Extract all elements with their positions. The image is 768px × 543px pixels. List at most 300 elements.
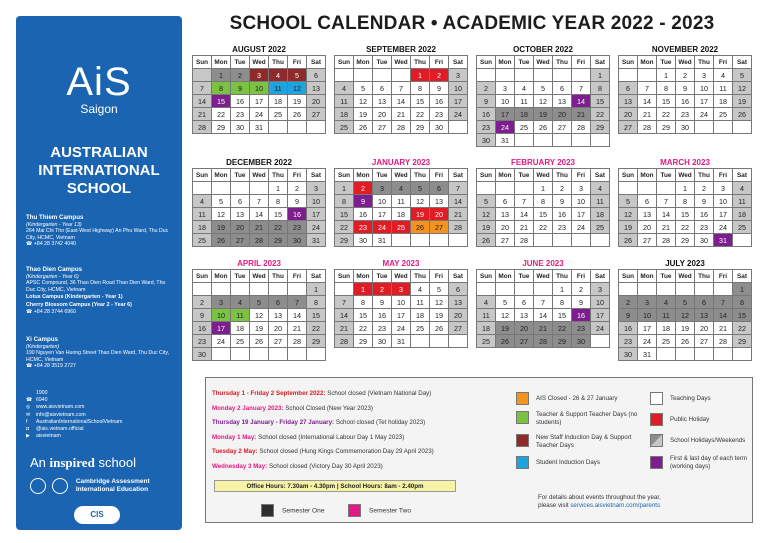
day-cell: 8: [733, 296, 752, 309]
day-cell: 24: [212, 335, 231, 348]
public-holiday-swatch: [650, 413, 663, 426]
day-cell: 9: [553, 195, 572, 208]
day-cell: 20: [430, 208, 449, 221]
contact-website[interactable]: ◎ www.aisvietnam.com: [26, 404, 85, 411]
day-cell: 13: [496, 208, 515, 221]
day-cell: 4: [269, 69, 288, 82]
day-cell: [733, 348, 752, 361]
campus-xi: Xi Campus (Kindergarten) 190 Nguyen Van Huong Street Thao Dien Ward, Thu Duc City, HCMC, Vietnam ☎ +84 28 3519 2727: [26, 336, 170, 370]
day-cell: [231, 283, 250, 296]
day-cell: [534, 283, 553, 296]
day-cell: 7: [335, 296, 354, 309]
day-cell: 19: [477, 221, 496, 234]
day-cell: 7: [534, 296, 553, 309]
day-cell: [591, 234, 610, 247]
day-cell: 27: [619, 121, 638, 134]
day-cell: 18: [733, 208, 752, 221]
day-cell: 1: [591, 69, 610, 82]
day-cell: 11: [591, 195, 610, 208]
month-name: JUNE 2023: [522, 259, 564, 268]
day-cell: 9: [619, 309, 638, 322]
office-hours: Office Hours: 7.30am - 4.30pm | School Hours: 8am - 2.40pm: [214, 480, 456, 492]
day-cell: 12: [676, 309, 695, 322]
day-cell: [714, 121, 733, 134]
day-cell: 11: [733, 195, 752, 208]
day-cell: 17: [449, 95, 468, 108]
day-header-row: [193, 56, 326, 69]
day-cell: 20: [496, 221, 515, 234]
day-cell: 4: [411, 283, 430, 296]
day-cell: 30: [676, 121, 695, 134]
day-cell: 10: [373, 195, 392, 208]
day-cell: 2: [695, 182, 714, 195]
week-row: [335, 221, 468, 234]
day-cell: 7: [288, 296, 307, 309]
event-line: [212, 463, 383, 470]
week-row: [335, 234, 468, 247]
day-header: Thu: [695, 169, 714, 182]
day-cell: 19: [250, 322, 269, 335]
day-header: Tue: [515, 56, 534, 69]
day-header: Thu: [695, 270, 714, 283]
day-header: Sat: [449, 56, 468, 69]
day-cell: 28: [250, 234, 269, 247]
day-cell: 29: [212, 121, 231, 134]
day-cell: 10: [638, 309, 657, 322]
day-cell: 2: [572, 283, 591, 296]
day-header: Wed: [534, 270, 553, 283]
day-cell: 10: [695, 82, 714, 95]
day-cell: 4: [733, 182, 752, 195]
day-header: Thu: [411, 169, 430, 182]
day-header: Thu: [553, 270, 572, 283]
day-cell: 7: [657, 195, 676, 208]
month-table: [192, 269, 326, 361]
day-cell: [250, 283, 269, 296]
day-cell: 5: [288, 69, 307, 82]
event-date: Monday 2 January 2023:: [212, 404, 284, 412]
month-july-2023: [618, 258, 752, 361]
day-header: Fri: [430, 270, 449, 283]
month-table: [334, 269, 468, 348]
day-cell: 11: [231, 309, 250, 322]
day-cell: 26: [534, 121, 553, 134]
day-cell: 19: [676, 322, 695, 335]
day-cell: 29: [733, 335, 752, 348]
week-row: [477, 234, 610, 247]
day-cell: 2: [231, 69, 250, 82]
day-cell: 27: [695, 335, 714, 348]
week-row: [477, 134, 610, 147]
day-cell: 2: [193, 296, 212, 309]
day-cell: 12: [354, 95, 373, 108]
instagram-icon: ◘: [26, 426, 30, 433]
week-row: [477, 95, 610, 108]
parents-link[interactable]: services.aisvietnam.com/parents: [570, 502, 661, 509]
student-induction-key: Student Induction Days: [536, 459, 600, 466]
day-header: Fri: [572, 169, 591, 182]
day-cell: 17: [714, 208, 733, 221]
teacher-support-swatch: [516, 411, 529, 424]
day-cell: [515, 283, 534, 296]
day-cell: [193, 283, 212, 296]
school-logo: [16, 60, 182, 122]
day-header: Mon: [496, 169, 515, 182]
week-row: [477, 121, 610, 134]
day-header: Sun: [193, 56, 212, 69]
student-induction-swatch: [516, 456, 529, 469]
day-cell: 26: [496, 335, 515, 348]
day-cell: 8: [269, 195, 288, 208]
day-cell: 25: [231, 335, 250, 348]
day-cell: 9: [430, 82, 449, 95]
day-header: Tue: [231, 169, 250, 182]
contact-youtube[interactable]: ▶ aisvietnam: [26, 433, 61, 440]
day-header: Sat: [591, 56, 610, 69]
day-cell: 3: [373, 182, 392, 195]
day-cell: 4: [193, 195, 212, 208]
day-cell: 2: [288, 182, 307, 195]
day-cell: 11: [477, 309, 496, 322]
day-cell: 24: [714, 221, 733, 234]
week-row: [193, 348, 326, 361]
week-row: [619, 221, 752, 234]
day-cell: 16: [477, 108, 496, 121]
day-cell: 6: [515, 296, 534, 309]
day-cell: 7: [392, 82, 411, 95]
event-text: School closed (Hung Kings Commemoration Day 29 April 2023): [257, 448, 434, 455]
semester-two-swatch: [348, 504, 361, 517]
day-cell: 25: [515, 121, 534, 134]
day-header: Sun: [619, 169, 638, 182]
day-cell: 13: [430, 195, 449, 208]
day-header: Wed: [250, 56, 269, 69]
contact-facebook[interactable]: f AustralianInternationalSchoolVietnam: [26, 418, 123, 425]
day-header: Fri: [714, 56, 733, 69]
week-row: [193, 69, 326, 82]
event-date: Thursday 19 January - Friday 27 January:: [212, 419, 335, 426]
day-cell: 8: [553, 296, 572, 309]
week-row: [477, 296, 610, 309]
day-cell: 19: [496, 322, 515, 335]
week-row: [193, 283, 326, 296]
shield-icon: [52, 478, 68, 494]
ais-closed-key: AIS Closed - 26 & 27 January: [536, 395, 618, 402]
facebook-icon: f: [26, 418, 28, 425]
week-row: [477, 182, 610, 195]
day-cell: [572, 234, 591, 247]
day-header: Sat: [733, 270, 752, 283]
day-cell: 10: [714, 195, 733, 208]
month-table: [476, 168, 610, 247]
crest-icon: [30, 478, 46, 494]
month-name: OCTOBER 2022: [513, 45, 573, 54]
week-row: [477, 221, 610, 234]
day-cell: 4: [714, 69, 733, 82]
day-cell: 16: [354, 208, 373, 221]
week-row: [619, 121, 752, 134]
day-cell: 26: [733, 108, 752, 121]
day-cell: 3: [392, 283, 411, 296]
day-header: Sun: [619, 270, 638, 283]
day-cell: 20: [695, 322, 714, 335]
day-cell: 15: [591, 95, 610, 108]
day-cell: 21: [250, 221, 269, 234]
day-cell: 1: [335, 182, 354, 195]
day-cell: 12: [288, 82, 307, 95]
day-cell: [733, 234, 752, 247]
day-header: Thu: [411, 270, 430, 283]
day-cell: 15: [212, 95, 231, 108]
contact-phone[interactable]: ☎1900 6940: [26, 390, 48, 404]
week-row: [619, 108, 752, 121]
day-header-row: [477, 56, 610, 69]
day-cell: 22: [591, 108, 610, 121]
day-cell: 1: [676, 182, 695, 195]
day-cell: [714, 348, 733, 361]
day-cell: 5: [477, 195, 496, 208]
phone-icon: ☎: [26, 363, 34, 370]
day-cell: 20: [515, 322, 534, 335]
day-cell: 23: [373, 322, 392, 335]
week-row: [335, 208, 468, 221]
day-cell: 2: [373, 283, 392, 296]
day-cell: 3: [212, 296, 231, 309]
week-row: [619, 296, 752, 309]
contact-email[interactable]: ✉ info@aisvietnam.com: [26, 411, 86, 418]
day-cell: 3: [449, 69, 468, 82]
day-cell: 21: [657, 221, 676, 234]
day-cell: 14: [250, 208, 269, 221]
day-cell: 10: [307, 195, 326, 208]
day-cell: [231, 348, 250, 361]
day-cell: 28: [714, 335, 733, 348]
new-staff-key: New Staff Induction Day & Support Teacher Days: [536, 434, 632, 449]
day-cell: 11: [269, 82, 288, 95]
day-cell: 29: [354, 335, 373, 348]
day-cell: [430, 335, 449, 348]
day-cell: 28: [515, 234, 534, 247]
day-header: Mon: [496, 56, 515, 69]
event-line: [212, 448, 434, 455]
day-cell: 6: [307, 69, 326, 82]
day-cell: 8: [307, 296, 326, 309]
day-header: Sat: [307, 56, 326, 69]
week-row: [193, 95, 326, 108]
day-cell: [411, 335, 430, 348]
day-cell: 23: [572, 322, 591, 335]
day-cell: 9: [477, 95, 496, 108]
day-cell: [335, 69, 354, 82]
day-cell: 10: [496, 95, 515, 108]
event-line: [212, 419, 425, 426]
day-cell: 31: [307, 234, 326, 247]
day-cell: 25: [733, 221, 752, 234]
day-cell: 16: [373, 309, 392, 322]
day-cell: [553, 69, 572, 82]
day-cell: 9: [231, 82, 250, 95]
day-cell: 15: [553, 309, 572, 322]
day-cell: 27: [307, 108, 326, 121]
cis-badge: CIS: [74, 506, 120, 524]
day-cell: 21: [515, 221, 534, 234]
day-header: Thu: [269, 56, 288, 69]
day-cell: 23: [553, 221, 572, 234]
day-cell: 6: [619, 82, 638, 95]
week-row: [193, 322, 326, 335]
day-cell: 28: [392, 121, 411, 134]
day-cell: 6: [430, 182, 449, 195]
week-row: [193, 309, 326, 322]
day-cell: 19: [288, 95, 307, 108]
day-cell: 2: [477, 82, 496, 95]
day-cell: 30: [231, 121, 250, 134]
week-row: [193, 208, 326, 221]
day-cell: 15: [733, 309, 752, 322]
day-cell: [619, 283, 638, 296]
day-cell: 8: [534, 195, 553, 208]
week-row: [335, 283, 468, 296]
day-cell: 27: [430, 221, 449, 234]
month-name: DECEMBER 2022: [226, 158, 292, 167]
week-row: [335, 182, 468, 195]
day-cell: 22: [534, 221, 553, 234]
day-cell: 5: [496, 296, 515, 309]
day-cell: 5: [354, 82, 373, 95]
day-cell: 20: [553, 108, 572, 121]
day-cell: 9: [373, 296, 392, 309]
day-cell: 26: [676, 335, 695, 348]
day-cell: 12: [733, 82, 752, 95]
month-march-2023: [618, 157, 752, 247]
day-cell: 17: [212, 322, 231, 335]
event-line: [212, 390, 431, 397]
ais-closed-swatch: [516, 392, 529, 405]
day-cell: 27: [269, 335, 288, 348]
week-row: [193, 182, 326, 195]
day-cell: 24: [496, 121, 515, 134]
week-row: [619, 195, 752, 208]
day-cell: 26: [250, 335, 269, 348]
week-row: [335, 69, 468, 82]
day-cell: 21: [288, 322, 307, 335]
day-cell: 29: [411, 121, 430, 134]
month-table: [334, 168, 468, 247]
day-header-row: [193, 169, 326, 182]
day-cell: 30: [354, 234, 373, 247]
day-header: Wed: [250, 169, 269, 182]
day-cell: 16: [676, 95, 695, 108]
day-cell: 22: [335, 221, 354, 234]
week-row: [619, 82, 752, 95]
day-cell: 28: [449, 221, 468, 234]
day-cell: [534, 234, 553, 247]
day-cell: 10: [572, 195, 591, 208]
day-cell: 18: [477, 322, 496, 335]
day-cell: 25: [392, 221, 411, 234]
sidebar: [16, 16, 182, 530]
mail-icon: ✉: [26, 411, 31, 418]
day-cell: 27: [515, 335, 534, 348]
teaching-days-swatch: [650, 392, 663, 405]
day-cell: 17: [250, 95, 269, 108]
day-cell: 7: [515, 195, 534, 208]
day-cell: 5: [733, 69, 752, 82]
day-cell: 12: [477, 208, 496, 221]
day-cell: 23: [354, 221, 373, 234]
day-cell: 17: [307, 208, 326, 221]
day-cell: [572, 134, 591, 147]
day-cell: 17: [373, 208, 392, 221]
day-cell: 18: [269, 95, 288, 108]
semester-one-key: Semester One: [261, 504, 325, 517]
day-cell: 13: [231, 208, 250, 221]
day-cell: 25: [411, 322, 430, 335]
day-cell: [477, 182, 496, 195]
day-cell: 19: [430, 309, 449, 322]
day-cell: 14: [193, 95, 212, 108]
day-cell: 26: [477, 234, 496, 247]
contact-instagram[interactable]: ◘ @ais.vietnam.official: [26, 426, 84, 433]
day-cell: [657, 182, 676, 195]
day-cell: 16: [619, 322, 638, 335]
day-cell: 19: [619, 221, 638, 234]
day-cell: [619, 182, 638, 195]
week-row: [619, 69, 752, 82]
day-cell: 1: [269, 182, 288, 195]
day-cell: 24: [591, 322, 610, 335]
day-cell: 11: [411, 296, 430, 309]
day-cell: [477, 283, 496, 296]
day-cell: 29: [657, 121, 676, 134]
day-cell: 21: [449, 208, 468, 221]
day-cell: 22: [354, 322, 373, 335]
day-cell: [695, 283, 714, 296]
day-cell: 21: [714, 322, 733, 335]
day-cell: [449, 121, 468, 134]
day-cell: 13: [449, 296, 468, 309]
day-header-row: [335, 169, 468, 182]
day-cell: [193, 69, 212, 82]
day-cell: 29: [307, 335, 326, 348]
day-cell: 26: [288, 108, 307, 121]
day-cell: 6: [231, 195, 250, 208]
week-row: [619, 283, 752, 296]
day-cell: [676, 283, 695, 296]
event-text: School closed (Victory Day 30 April 2023): [267, 462, 383, 470]
day-cell: 14: [288, 309, 307, 322]
day-cell: 7: [714, 296, 733, 309]
day-cell: 31: [638, 348, 657, 361]
day-cell: 12: [250, 309, 269, 322]
day-cell: [638, 69, 657, 82]
day-header: Mon: [354, 56, 373, 69]
day-cell: 18: [515, 108, 534, 121]
day-cell: 1: [212, 69, 231, 82]
week-row: [619, 335, 752, 348]
day-header: Sun: [193, 270, 212, 283]
day-cell: 31: [496, 134, 515, 147]
day-cell: 11: [515, 95, 534, 108]
day-cell: 12: [430, 296, 449, 309]
day-cell: 24: [695, 108, 714, 121]
day-cell: 3: [638, 296, 657, 309]
day-header: Tue: [657, 169, 676, 182]
month-name: FEBRUARY 2023: [510, 158, 576, 167]
day-cell: [212, 182, 231, 195]
month-name: MAY 2023: [382, 259, 420, 268]
day-cell: 30: [695, 234, 714, 247]
